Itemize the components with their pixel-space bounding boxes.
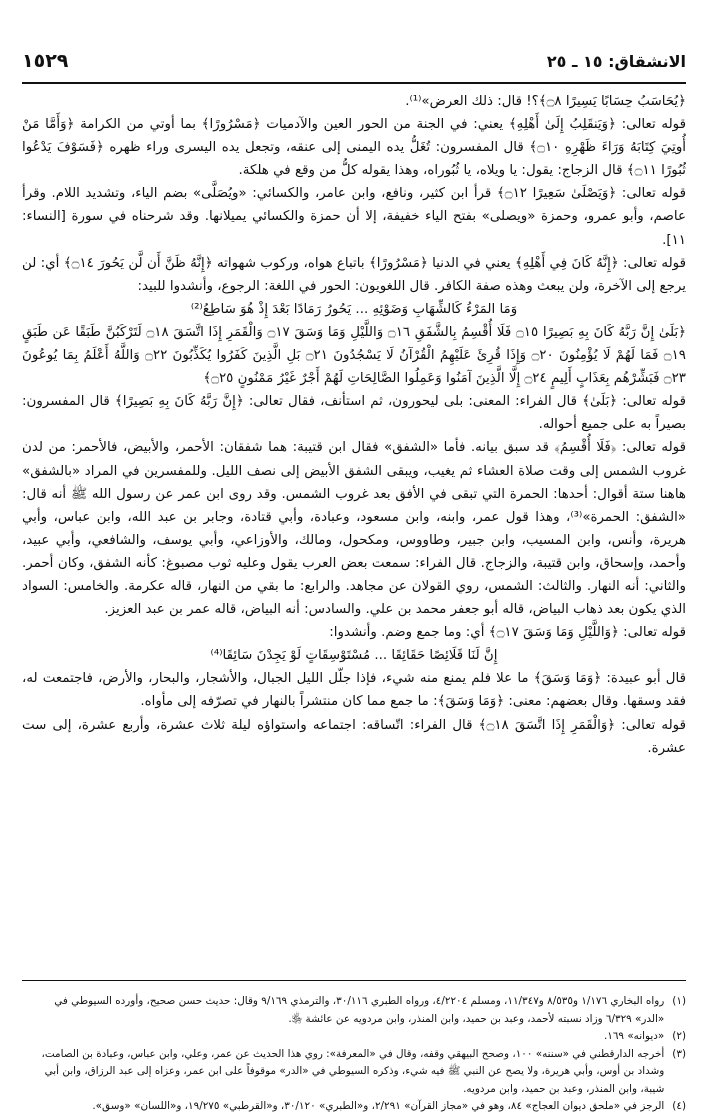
paragraph: قوله تعالى: ﴿فَلَا أُقْسِمُ﴾ قد سبق بيانه. فأما «الشفق» فقال ابن قتيبة: هما شفقان: الأحمر، والأبيض، فالأحمر: من لدن غروب الشمس إلى وقت صلاة العشاء ثم يغيب، ويبقى الشفق الأبيض إلى نصف الليل. وللمفسرين في المراد «بالشفق» هاهنا ستة أقوال: أحدها: الحمرة التي تبقى في الأفق بعد غروب الشمس. وقد روى ابن عمر عن رسول الله ﷺ أنه قال: «الشفق: الحمرة»⁽³⁾، وهذا قول عمر، وابنه، وابن مسعود، وعبادة، وأبي قتادة، وجابر بن عبد الله، وابن عباس، وأبي هريرة، وأنس، وابن المسيب، وابن جبير، وطاووس، ومكحول، ومالك، والأوزاعي، وأبي يوسف، والشافعي، وأبي عبيد، وأحمد، وإسحاق، وابن قتيبة، والزجاج. قال الفراء: سمعت بعض العرب يقول وعليه ثوب مصبوغ: كأنه الشفق، وكان أحمر. والثاني: أنه النهار. والثالث: الشمس، روي القولان عن مجاهد. والرابع: ما بقي من النهار، قاله عكرمة. والخامس: السواد الذي يكون بعد ذهاب البياض، قاله أبو جعفر محمد بن علي. والسادس: أنه البياض، قاله عمر بن عبد العزيز. bbox=[22, 440, 686, 618]
quran-passage: ﴿بَلَىٰ إِنَّ رَبَّهُ كَانَ بِهِ بَصِيرًا ۝١٥ فَلَا أُقْسِمُ بِالشَّفَقِ ۝١٦ وَاللَّيْلِ وَمَا وَسَقَ ۝١٧ وَالْقَمَرِ إِذَا اتَّسَقَ ۝١٨ لَتَرْكَبُنَّ طَبَقًا عَن طَبَقٍ ۝١٩ فَمَا لَهُمْ لَا يُؤْمِنُونَ ۝٢٠ وَإِذَا قُرِئَ عَلَيْهِمُ الْقُرْآنُ لَا يَسْجُدُونَ ۝٢١ بَلِ الَّذِينَ كَفَرُوا يُكَذِّبُونَ ۝٢٢ وَاللَّهُ أَعْلَمُ بِمَا يُوعُونَ ۝٢٣ فَبَشِّرْهُم بِعَذَابٍ أَلِيمٍ ۝٢٤ إِلَّا الَّذِينَ آمَنُوا وَعَمِلُوا الصَّالِحَاتِ لَهُمْ أَجْرٌ غَيْرُ مَمْنُونٍ ۝٢٥﴾ bbox=[22, 324, 686, 387]
footnote-text: الرجز في «ملحق ديوان العجاج» ٨٤، وهو في «مجاز القرآن» ٢/٢٩١، و«الطبري» ٣٠/١٢٠، و«القرطبي» ١٩/٢٧٥، و«اللسان» «وسق». bbox=[92, 1100, 665, 1112]
footnote-number: (٤) bbox=[672, 1100, 686, 1112]
poem-verse: إِنَّ لَنَا قَلَائِصًا حَقَائِقَا ... مُسْتَوْسِقَاتٍ لَوْ يَجِدْنَ سَائِقَا⁽⁴⁾ bbox=[210, 648, 498, 664]
footnote-text: «ديوانه» ١٦٩. bbox=[603, 1030, 665, 1042]
main-text bbox=[22, 90, 686, 970]
footnote bbox=[22, 1046, 686, 1099]
page-number: ١٥٢٩ bbox=[22, 50, 69, 72]
footnote-number: (١) bbox=[672, 995, 686, 1007]
footnote-text: رواه البخاري ١/١٧٦ و٨/٥٣٥ و١١/٣٤٧، ومسلم ٤/٢٢٠٤، ورواه الطبري ٣٠/١١٦، والترمذي ٩/١٦٩ وقال: حديث حسن صحيح، وأورده السيوطي في «الدر» ٦/٣٢٩ وزاد نسبته لأحمد، وعبد بن حميد، وابن المنذر، وابن مردويه عن عائشة ﵂. bbox=[54, 995, 665, 1025]
paragraph: ﴿يُحَاسَبُ حِسَابًا يَسِيرًا ۝٨﴾؟! قال: ذلك العرض»⁽¹⁾. bbox=[405, 94, 686, 109]
paragraph: قوله تعالى: ﴿وَيَصْلَىٰ سَعِيرًا ۝١٢﴾ قرأ ابن كثير، ونافع، وابن عامر، والكسائي: «ويُصَلَّى» بضم الياء، وتشديد اللام. وقرأ عاصم، وأبو عمرو، وحمزة «ويصلى» بفتح الياء خفيفة، إلا أن حمزة والكسائي يميلانها. وقد شرحناه في سورة [النساء: ١١]. bbox=[22, 186, 686, 248]
footnote-number: (٢) bbox=[672, 1030, 686, 1042]
paragraph: قوله تعالى: ﴿وَالْقَمَرِ إِذَا اتَّسَقَ ۝١٨﴾ قال الفراء: اتّساقه: اجتماعه واستواؤه ليلة ثلاث عشرة، وأربع عشرة، إلى ست عشرة. bbox=[22, 717, 686, 756]
poem-verse: وَمَا المَرْءُ كَالشِّهَابِ وَضَوْئِهِ ... يَحُورُ رَمَادًا بَعْدَ إِذْ هُوَ سَاطِعُ⁽²⁾ bbox=[190, 301, 518, 317]
paragraph: قال أبو عبيدة: ﴿وَمَا وَسَقَ﴾ ما علا فلم يمنع منه شيء، فإذا جلّل الليل الجبال، والأشجار، والبحار، والأرض، فاجتمعت له، فقد وسقها. وقال بعضهم: معنى: ﴿وَمَا وَسَقَ﴾: ما جمع مما كان منتشراً بالنهار في تصرّفه إلى مأواه. bbox=[22, 671, 686, 710]
paragraph: قوله تعالى: ﴿وَيَنقَلِبُ إِلَىٰ أَهْلِهِ﴾ يعني: في الجنة من الحور العين والآدميات ﴿مَسْرُورًا﴾ بما أوتي من الكرامة ﴿وَأَمَّا مَنْ أُوتِيَ كِتَابَهُ وَرَاءَ ظَهْرِهِ ۝١٠﴾ قال المفسرون: تُغَلُّ يده اليمنى إلى عنقه، وتجعل يده اليسرى وراء ظهره ﴿فَسَوْفَ يَدْعُوا ثُبُورًا ۝١١﴾ قال الزجاج: يقول: يا ويلاه، يا ثُبُوراه، وهذا يقوله كلُّ من وقع في هلكة. bbox=[22, 117, 686, 179]
paragraph: قوله تعالى: ﴿وَاللَّيْلِ وَمَا وَسَقَ ۝١٧﴾ أي: وما جمع وضم. وأنشدوا: bbox=[329, 625, 686, 641]
paragraph: قوله تعالى: ﴿إِنَّهُ كَانَ فِي أَهْلِهِ﴾ يعني في الدنيا ﴿مَسْرُورًا﴾ باتباع هواه، وركوب شهواته ﴿إِنَّهُ ظَنَّ أَن لَّن يَحُورَ ۝١٤﴾ أي: لن يرجع إلى الآخرة، ولن يبعث وهذه صفة الكافر. قال اللغويون: الحور في اللغة: الرجوع، وأنشدوا للبيد: bbox=[22, 255, 686, 294]
running-title: الانشقاق: ١٥ ـ ٢٥ bbox=[546, 51, 686, 71]
header-rule bbox=[22, 82, 686, 84]
footnote-number: (٣) bbox=[672, 1047, 686, 1060]
page-header bbox=[22, 46, 686, 76]
footnote bbox=[22, 1028, 686, 1046]
footnote bbox=[22, 993, 686, 1028]
footnotes bbox=[22, 980, 686, 1113]
footnote bbox=[22, 1098, 686, 1113]
paragraph: قوله تعالى: ﴿بَلَىٰ﴾ قال الفراء: المعنى: بلى ليحورون، ثم استأنف، فقال تعالى: ﴿إِنَّ رَبَّهُ كَانَ بِهِ بَصِيرًا﴾ قال المفسرون: بصيراً به على جميع أحواله. bbox=[22, 394, 686, 433]
footnote-text: أخرجه الدارقطني في «سننه» ١٠٠، وصحح البيهقي وقفه، وقال في «المعرفة»: روي هذا الحديث عن عمر، وعلي، وابن عباس، وعبادة بن الصامت، وشداد بن أوس، وأبي هريرة، ولا يصح عن النبي ﷺ فيه شيء، وذكره السيوطي في «الدر» موقوفاً على ابن عمر، وعزاه إلى عبد الرزاق، وابن أبي شيبة، وابن المنذر، وعبد بن حميد، وابن مردويه. bbox=[41, 1047, 665, 1095]
